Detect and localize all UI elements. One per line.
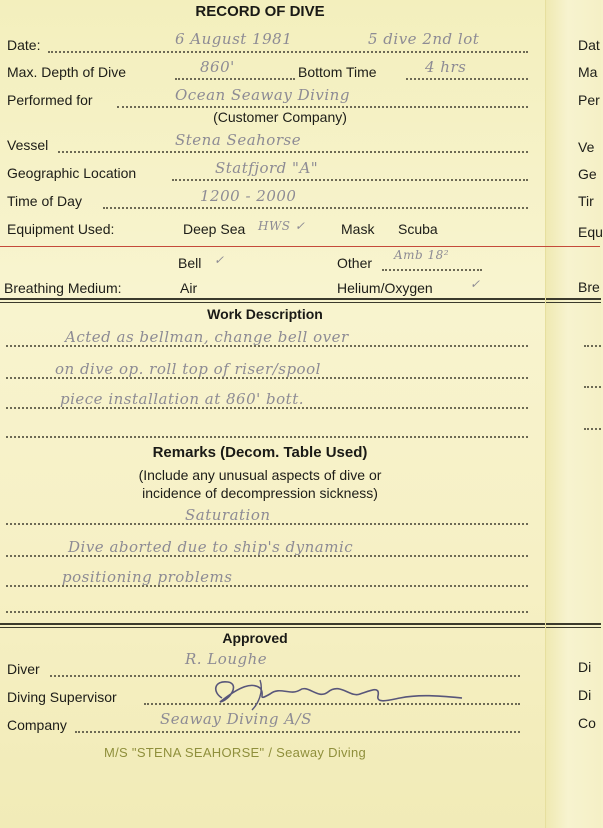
scuba-label: Scuba (398, 221, 438, 237)
remarks-heading: Remarks (Decom. Table Used) (152, 444, 368, 461)
vessel-stamp: M/S "STENA SEAHORSE" / Seaway Diving (104, 745, 367, 760)
right-dotted-line (584, 428, 601, 430)
work-dotted-line (6, 407, 528, 409)
supervisor-label: Diving Supervisor (7, 689, 117, 705)
right-divider (546, 623, 601, 625)
company-label: Company (7, 717, 67, 733)
remarks-dotted-line (6, 555, 528, 557)
bell-label: Bell (178, 255, 202, 271)
geo-value: Statfjord "A" (215, 159, 319, 177)
right-label-company: Co (578, 715, 596, 731)
work-line-3: piece installation at 860' bott. (60, 390, 304, 408)
remarks-line-2: Dive aborted due to ship's dynamic (68, 538, 354, 556)
work-dotted-line (6, 377, 528, 379)
time-line (103, 207, 528, 209)
right-label-equipment: Equ (578, 224, 603, 240)
work-line-1: Acted as bellman, change bell over (65, 328, 349, 346)
right-divider (546, 298, 601, 300)
performed-for-label: Performed for (7, 92, 93, 108)
company-line (75, 731, 520, 733)
vessel-label: Vessel (7, 137, 49, 153)
work-dotted-line (6, 345, 528, 347)
bottom-time-value: 4 hrs (425, 58, 467, 76)
section-divider (0, 623, 545, 625)
max-depth-line (175, 78, 295, 80)
remarks-dotted-line (6, 611, 528, 613)
fold-line (0, 246, 600, 247)
bottom-time-line (406, 78, 528, 80)
right-dotted-line (584, 386, 601, 388)
approved-heading: Approved (222, 630, 288, 646)
bottom-time-label: Bottom Time (298, 64, 377, 80)
right-label-supervisor: Di (578, 687, 592, 703)
adjacent-page-column (545, 0, 601, 828)
date-label: Date: (7, 37, 41, 53)
breathing-label: Breathing Medium: (4, 280, 122, 296)
bell-value: ✓ (214, 253, 225, 267)
equipment-label: Equipment Used: (7, 221, 115, 237)
remarks-instructions-2: incidence of decompression sickness) (142, 485, 378, 501)
company-value: Seaway Diving A/S (160, 710, 312, 728)
right-label-date: Dat (578, 37, 600, 53)
other-label: Other (337, 255, 373, 271)
right-label-breathing: Bre (578, 279, 600, 295)
remarks-instructions-1: (Include any unusual aspects of dive or (138, 467, 382, 483)
date-value: 6 August 1981 (175, 30, 293, 48)
remarks-line-1: Saturation (185, 506, 271, 524)
work-heading: Work Description (207, 306, 323, 322)
right-label-max: Ma (578, 64, 598, 80)
right-label-time: Tir (578, 193, 594, 209)
remarks-line-3: positioning problems (62, 568, 233, 586)
diver-signature: R. Loughe (185, 650, 268, 668)
max-depth-value: 860' (200, 58, 235, 76)
helium-value: ✓ (470, 277, 481, 291)
work-line-2: on dive op. roll top of riser/spool (55, 360, 321, 378)
performed-for-line (117, 106, 528, 108)
max-depth-label: Max. Depth of Dive (7, 64, 127, 80)
performed-for-value: Ocean Seaway Diving (175, 86, 350, 104)
date-extra: 5 dive 2nd lot (368, 30, 480, 48)
supervisor-signature (200, 672, 470, 712)
deep-sea-value: HWS ✓ (258, 219, 306, 233)
mask-label: Mask (341, 221, 375, 237)
geo-line (172, 179, 528, 181)
diver-label: Diver (7, 661, 40, 677)
date-line (48, 51, 528, 53)
customer-company-label: (Customer Company) (213, 109, 347, 125)
time-value: 1200 - 2000 (200, 187, 297, 205)
remarks-dotted-line (6, 585, 528, 587)
helium-label: Helium/Oxygen (337, 280, 433, 296)
right-label-geo: Ge (578, 166, 597, 182)
section-divider (0, 298, 545, 300)
other-value: Amb 18² (394, 248, 450, 262)
geo-label: Geographic Location (7, 165, 137, 181)
work-dotted-line (6, 436, 528, 438)
vessel-value: Stena Seahorse (175, 131, 302, 149)
vessel-line (58, 151, 528, 153)
time-label: Time of Day (7, 193, 82, 209)
right-label-diver: Di (578, 659, 592, 675)
air-label: Air (180, 280, 198, 296)
deep-sea-label: Deep Sea (183, 221, 246, 237)
remarks-dotted-line (6, 523, 528, 525)
form-title: RECORD OF DIVE (195, 3, 325, 20)
right-label-vessel: Ve (578, 139, 595, 155)
other-line (382, 269, 482, 271)
right-dotted-line (584, 345, 601, 347)
right-label-performed: Per (578, 92, 600, 108)
